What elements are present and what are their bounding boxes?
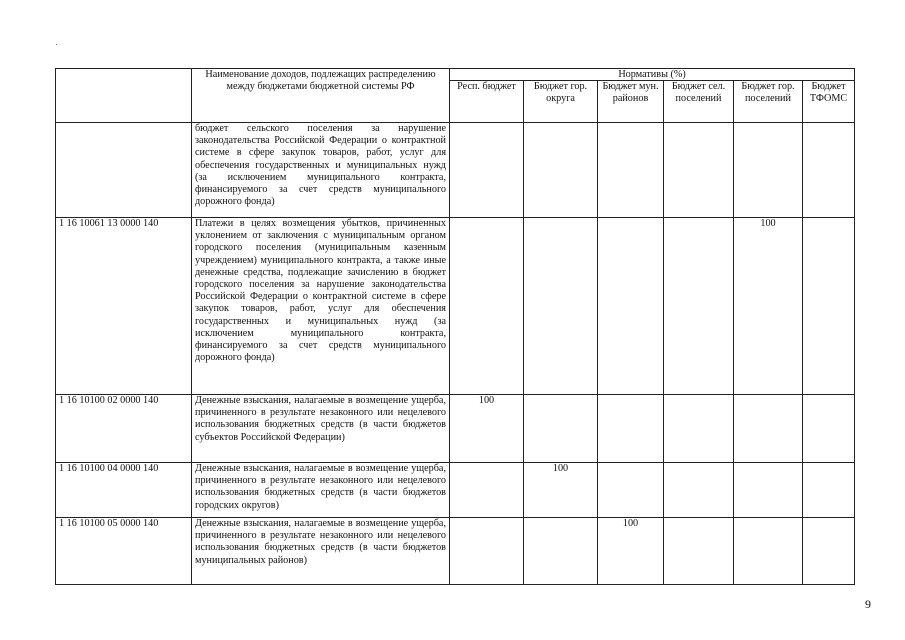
row-description: Платежи в целях возмещения убытков, причиненных уклонением от заключения с муниципальным органом городского поселения (муниципальным казенным учреждением) муниципального контракта, а также иные денежные средства, подлежащие зачислению в бюджет городского поселения за нарушение законодательства Российской Федерации о контрактной системе в сфере закупок товаров, работ, услуг для обеспечения государственных и муниципальных нужд (за исключением муниципального контракта, финансируемого за счет средств муниципального дорожного фонда) bbox=[192, 218, 450, 395]
row-value bbox=[664, 123, 734, 218]
row-code: 1 16 10100 02 0000 140 bbox=[56, 395, 192, 463]
row-value bbox=[598, 123, 664, 218]
scan-speck bbox=[56, 44, 57, 45]
row-description: Денежные взыскания, налагаемые в возмещение ущерба, причиненного в результате незаконного или нецелевого использования бюджетных средств (в части бюджетов муниципальных районов) bbox=[192, 518, 450, 585]
header-municipal-district-budget: Бюджет мун. районов bbox=[598, 81, 664, 123]
row-value bbox=[664, 518, 734, 585]
header-resp-budget: Респ. бюджет bbox=[450, 81, 524, 123]
header-code bbox=[56, 69, 192, 123]
row-value bbox=[803, 123, 855, 218]
row-value bbox=[450, 218, 524, 395]
row-value: 100 bbox=[598, 518, 664, 585]
row-value bbox=[524, 518, 598, 585]
row-value bbox=[598, 218, 664, 395]
row-value bbox=[734, 518, 803, 585]
row-description: Денежные взыскания, налагаемые в возмещение ущерба, причиненного в результате незаконного или нецелевого использования бюджетных средств (в части бюджетов городских округов) bbox=[192, 463, 450, 518]
revenue-norms-table bbox=[55, 68, 855, 585]
row-description: бюджет сельского поселения за нарушение законодательства Российской Федерации о контрактной системе в сфере закупок товаров, работ, услуг для обеспечения государственных и муниципальных нужд (за исключением муниципального контракта, финансируемого за счет средств муниципального дорожного фонда) bbox=[192, 123, 450, 218]
table-row bbox=[56, 123, 855, 218]
header-tfoms-budget: Бюджет ТФОМС bbox=[803, 81, 855, 123]
table-row bbox=[56, 395, 855, 463]
table-row bbox=[56, 218, 855, 395]
row-value bbox=[734, 395, 803, 463]
row-value bbox=[450, 123, 524, 218]
page-number: 9 bbox=[865, 597, 871, 611]
row-code: 1 16 10061 13 0000 140 bbox=[56, 218, 192, 395]
row-value bbox=[803, 395, 855, 463]
row-value bbox=[450, 463, 524, 518]
header-revenue-name: Наименование доходов, подлежащих распределению между бюджетами бюджетной системы РФ bbox=[192, 69, 450, 123]
row-value bbox=[524, 218, 598, 395]
row-value bbox=[664, 395, 734, 463]
header-city-district-budget: Бюджет гор. округа bbox=[524, 81, 598, 123]
row-value bbox=[664, 218, 734, 395]
header-rural-settlement-budget: Бюджет сел. поселений bbox=[664, 81, 734, 123]
row-code bbox=[56, 123, 192, 218]
table-row bbox=[56, 463, 855, 518]
row-value bbox=[803, 218, 855, 395]
row-value bbox=[734, 463, 803, 518]
row-value: 100 bbox=[450, 395, 524, 463]
header-norms-group: Нормативы (%) bbox=[450, 69, 855, 81]
table-row bbox=[56, 518, 855, 585]
row-value bbox=[664, 463, 734, 518]
row-value bbox=[803, 463, 855, 518]
row-value bbox=[524, 123, 598, 218]
row-value bbox=[598, 463, 664, 518]
row-value bbox=[524, 395, 598, 463]
row-value: 100 bbox=[734, 218, 803, 395]
row-value bbox=[598, 395, 664, 463]
row-value bbox=[734, 123, 803, 218]
row-value: 100 bbox=[524, 463, 598, 518]
row-code: 1 16 10100 05 0000 140 bbox=[56, 518, 192, 585]
row-value bbox=[803, 518, 855, 585]
row-code: 1 16 10100 04 0000 140 bbox=[56, 463, 192, 518]
row-description: Денежные взыскания, налагаемые в возмещение ущерба, причиненного в результате незаконного или нецелевого использования бюджетных средств (в части бюджетов субъектов Российской Федерации) bbox=[192, 395, 450, 463]
row-value bbox=[450, 518, 524, 585]
header-urban-settlement-budget: Бюджет гор. поселений bbox=[734, 81, 803, 123]
